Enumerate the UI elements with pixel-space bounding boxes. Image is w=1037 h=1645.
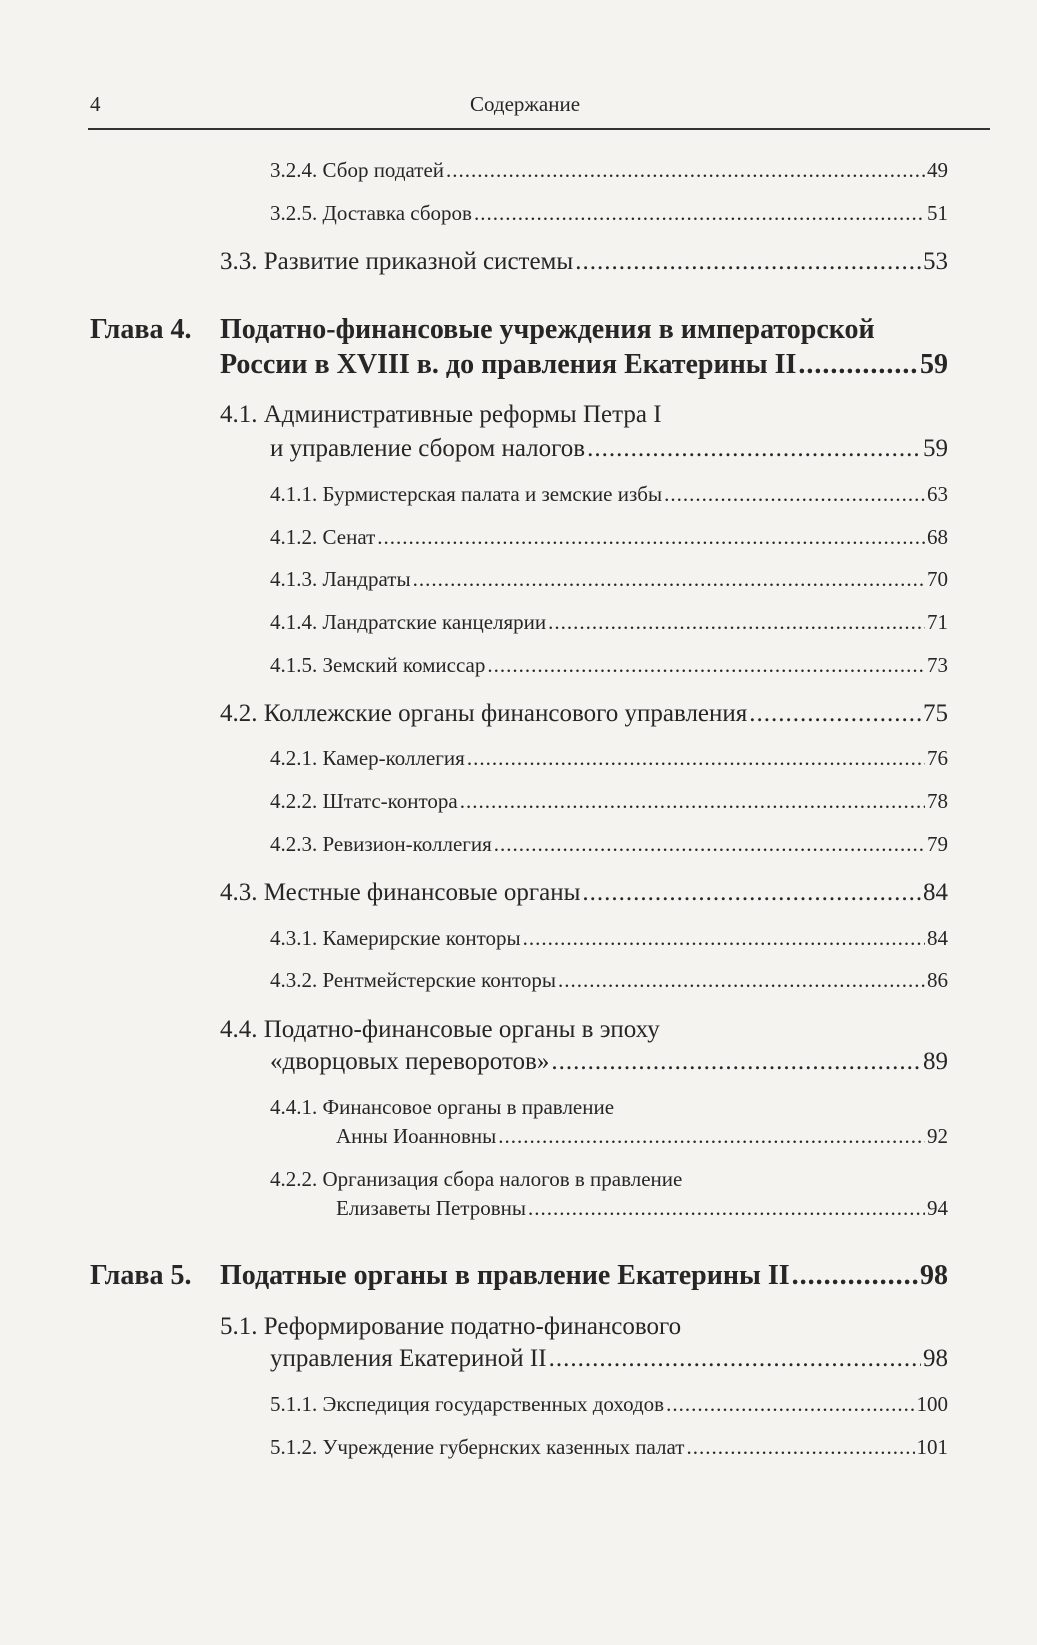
toc-entry-label-line1[interactable]: 5.1. Реформирование податно-финансового — [220, 1313, 682, 1340]
toc-entry[interactable] — [270, 832, 948, 857]
dot-leader — [664, 482, 925, 507]
toc-entry-page: 63 — [927, 482, 948, 506]
toc-entry-label-line2: «дворцовых переворотов» — [270, 1048, 550, 1075]
dot-leader — [474, 201, 925, 226]
toc-entry-page: 49 — [927, 158, 948, 182]
dot-leader — [413, 567, 925, 592]
toc-entry-page: 98 — [920, 1260, 948, 1291]
toc-entry-label: 4.1.4. Ландратские канцелярии — [270, 610, 547, 634]
toc-entry-page: 53 — [923, 248, 948, 275]
toc-entry-page: 101 — [916, 1435, 948, 1459]
toc-entry-page: 98 — [923, 1345, 948, 1372]
dot-leader — [528, 1196, 925, 1221]
toc-entry[interactable] — [270, 482, 948, 507]
dot-leader — [498, 1124, 925, 1149]
toc-entry-label: 4.2. Коллежские органы финансового управления — [220, 700, 748, 727]
toc-entry-label: 4.1.5. Земский комиссар — [270, 653, 486, 677]
toc-entry-label-line1[interactable]: 4.4.1. Финансовое органы в правление — [270, 1095, 615, 1119]
toc-entry-label-line2: Елизаветы Петровны — [336, 1196, 526, 1220]
dot-leader — [686, 1435, 914, 1460]
toc-entry-page: 59 — [923, 435, 948, 462]
toc-entry[interactable] — [270, 926, 948, 951]
toc-entry-label: 3.2.4. Сбор податей — [270, 158, 445, 182]
toc-entry-label: 5.1.2. Учреждение губернских казенных палат — [270, 1435, 685, 1459]
toc-entry[interactable] — [270, 1048, 948, 1076]
dot-leader — [523, 926, 925, 951]
toc-chapter-entry[interactable] — [220, 1260, 948, 1292]
running-title: Содержание — [470, 92, 581, 116]
toc-entry-page: 71 — [927, 610, 948, 634]
toc-entry-label: 4.2.3. Ревизион-коллегия — [270, 832, 492, 856]
dot-leader — [460, 789, 925, 814]
toc-entry[interactable] — [270, 653, 948, 678]
toc-entry-label-line1[interactable]: 4.4. Податно-финансовые органы в эпоху — [220, 1016, 660, 1043]
dot-leader — [666, 1392, 914, 1417]
toc-entry-label-line2: и управление сбором налогов — [270, 435, 586, 462]
page-number: 4 — [90, 92, 101, 116]
toc-chapter-entry[interactable] — [220, 349, 948, 381]
dot-leader — [551, 1048, 921, 1076]
toc-entry-page: 51 — [927, 201, 948, 225]
dot-leader — [549, 1345, 921, 1373]
toc-entry[interactable] — [270, 525, 948, 550]
toc-entry-page: 75 — [923, 700, 948, 727]
toc-entry[interactable] — [270, 1392, 948, 1417]
dot-leader — [587, 435, 921, 463]
toc-entry-page: 79 — [927, 832, 948, 856]
toc-entry[interactable] — [270, 610, 948, 635]
toc-entry[interactable] — [270, 567, 948, 592]
toc-entry[interactable] — [270, 435, 948, 463]
dot-leader — [377, 525, 925, 550]
dot-leader — [494, 832, 925, 857]
toc-entry[interactable] — [270, 158, 948, 183]
toc-entry-label: 4.3.1. Камерирские конторы — [270, 926, 521, 950]
toc-entry-page: 70 — [927, 567, 948, 591]
toc-entry-page: 76 — [927, 746, 948, 770]
chapter-number: Глава 4. — [90, 314, 192, 345]
chapter-title-line1[interactable]: Податно-финансовые учреждения в императорской — [220, 314, 875, 345]
header-rule — [88, 128, 990, 130]
toc-entry-label-line1[interactable]: 4.1. Административные реформы Петра I — [220, 401, 662, 428]
toc-entry-page: 94 — [927, 1196, 948, 1220]
chapter-title-line2: России в XVIII в. до правления Екатерины II — [220, 349, 797, 380]
toc-entry-label-line2: Анны Иоанновны — [336, 1124, 497, 1148]
dot-leader — [749, 700, 921, 728]
toc-entry-page: 84 — [923, 879, 948, 906]
toc-entry-page: 73 — [927, 653, 948, 677]
toc-entry[interactable] — [220, 248, 948, 276]
toc-entry[interactable] — [270, 789, 948, 814]
toc-entry[interactable] — [336, 1196, 948, 1221]
dot-leader — [548, 610, 925, 635]
dot-leader — [582, 879, 921, 907]
toc-entry[interactable] — [270, 1345, 948, 1373]
dot-leader — [798, 349, 918, 381]
toc-entry-label: 3.3. Развитие приказной системы — [220, 248, 574, 275]
toc-entry-page: 59 — [920, 349, 948, 380]
toc-entry-label: 5.1.1. Экспедиция государственных доходов — [270, 1392, 665, 1416]
chapter-title: Податные органы в правление Екатерины II — [220, 1260, 790, 1291]
toc-entry-label: 4.1.3. Ландраты — [270, 567, 411, 591]
toc-entry[interactable] — [270, 968, 948, 993]
dot-leader — [575, 248, 921, 276]
toc-entry-label-line1[interactable]: 4.2.2. Организация сбора налогов в правление — [270, 1167, 683, 1191]
toc-entry-label: 4.1.2. Сенат — [270, 525, 376, 549]
toc-entry[interactable] — [270, 1435, 948, 1460]
toc-entry[interactable] — [220, 879, 948, 907]
toc-entry-label: 4.2.1. Камер-коллегия — [270, 746, 465, 770]
toc-entry-page: 78 — [927, 789, 948, 813]
toc-entry-page: 84 — [927, 926, 948, 950]
toc-entry-page: 92 — [927, 1124, 948, 1148]
toc-entry-label: 3.2.5. Доставка сборов — [270, 201, 472, 225]
dot-leader — [558, 968, 925, 993]
toc-entry[interactable] — [270, 746, 948, 771]
toc-entry-label: 4.2.2. Штатс-контора — [270, 789, 458, 813]
toc-entry[interactable] — [336, 1124, 948, 1149]
toc-entry[interactable] — [220, 700, 948, 728]
toc-entry-label: 4.3.2. Рентмейстерские конторы — [270, 968, 557, 992]
dot-leader — [792, 1260, 918, 1292]
dot-leader — [487, 653, 925, 678]
toc-entry-page: 68 — [927, 525, 948, 549]
toc-entry-page: 89 — [923, 1048, 948, 1075]
toc-entry[interactable] — [270, 201, 948, 226]
chapter-number: Глава 5. — [90, 1260, 192, 1291]
toc-entry-label: 4.3. Местные финансовые органы — [220, 879, 581, 906]
dot-leader — [467, 746, 925, 771]
toc-entry-label: 4.1.1. Бурмистерская палата и земские избы — [270, 482, 663, 506]
toc-entry-page: 86 — [927, 968, 948, 992]
toc-entry-label-line2: управления Екатериной II — [270, 1345, 547, 1372]
dot-leader — [446, 158, 925, 183]
toc-entry-page: 100 — [916, 1392, 948, 1416]
